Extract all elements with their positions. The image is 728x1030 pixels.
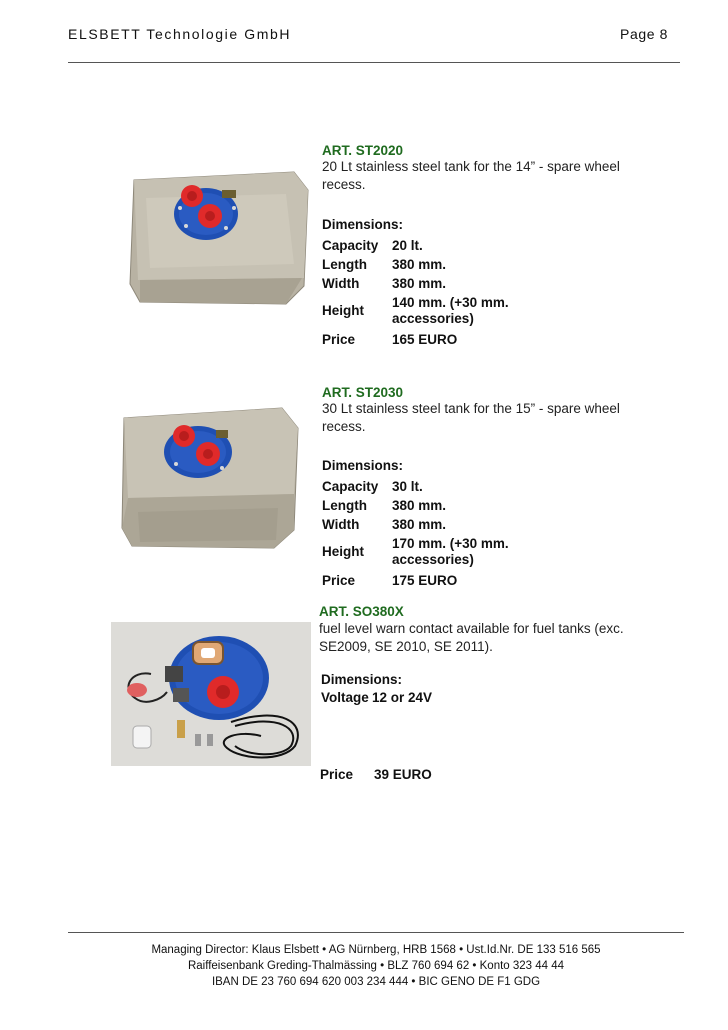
- spec-label: Height: [322, 303, 364, 318]
- specs-table-st2030: [322, 458, 546, 592]
- footer-divider: [68, 932, 684, 933]
- article-number-st2030: ART. ST2030: [322, 385, 404, 400]
- header-divider: [68, 62, 680, 63]
- price-label: Price: [320, 767, 354, 782]
- spec-label: Capacity: [322, 478, 379, 494]
- spec-value: 170 mm. (+30 mm. accessories): [392, 536, 509, 567]
- spec-value: 380 mm.: [392, 497, 447, 513]
- footer-bank: Raiffeisenbank Greding-Thalmässing • BLZ 760 694 62 • Konto 323 44 44: [187, 960, 565, 972]
- dimensions-heading: Dimensions:: [322, 458, 404, 473]
- specs-table-st2020: [322, 217, 546, 351]
- price-value: 175 EURO: [392, 573, 458, 588]
- spec-label: Width: [322, 516, 360, 532]
- price-label: Price: [322, 332, 356, 347]
- article-number-so380x: ART. SO380X: [319, 604, 404, 619]
- level-sensor-so380x-photo: [111, 622, 311, 766]
- company-name: ELSBETT Technologie GmbH: [68, 26, 292, 42]
- article-description-so380x: fuel level warn contact available for fuel tanks (exc. SE2009, SE 2010, SE 2011).: [319, 621, 624, 654]
- price-value: 39 EURO: [374, 767, 432, 782]
- spec-label: Height: [322, 544, 364, 559]
- dimensions-heading: Dimensions:: [321, 672, 403, 687]
- spec-value: 380 mm.: [392, 275, 447, 291]
- article-number-st2020: ART. ST2020: [322, 143, 404, 158]
- spec-value: 30 lt.: [392, 478, 423, 494]
- page-number: Page 8: [620, 26, 668, 42]
- spec-label: Width: [322, 275, 360, 291]
- spec-label: Capacity: [322, 237, 379, 253]
- spec-value: 20 lt.: [392, 237, 423, 253]
- tank-st2020-photo: [126, 168, 310, 308]
- tank-st2030-photo: [118, 402, 300, 552]
- spec-value: 380 mm.: [392, 256, 447, 272]
- price-value: 165 EURO: [392, 332, 458, 347]
- spec-label: Length: [322, 497, 367, 513]
- dimensions-heading: Dimensions:: [322, 217, 404, 232]
- footer-iban: IBAN DE 23 760 694 620 003 234 444 • BIC GENO DE F1 GDG: [211, 976, 541, 988]
- spec-label: Length: [322, 256, 367, 272]
- footer-managing-director: Managing Director: Klaus Elsbett • AG Nürnberg, HRB 1568 • Ust.Id.Nr. DE 133 516 565: [151, 944, 601, 956]
- spec-value: 140 mm. (+30 mm. accessories): [392, 295, 509, 326]
- article-description-st2020: 20 Lt stainless steel tank for the 14” - spare wheel recess.: [322, 159, 620, 192]
- spec-value: 380 mm.: [392, 516, 447, 532]
- article-description-st2030: 30 Lt stainless steel tank for the 15” - spare wheel recess.: [322, 401, 620, 434]
- spec-value: 12 or 24V: [372, 690, 433, 705]
- price-label: Price: [322, 573, 356, 588]
- spec-label: Voltage: [321, 690, 369, 705]
